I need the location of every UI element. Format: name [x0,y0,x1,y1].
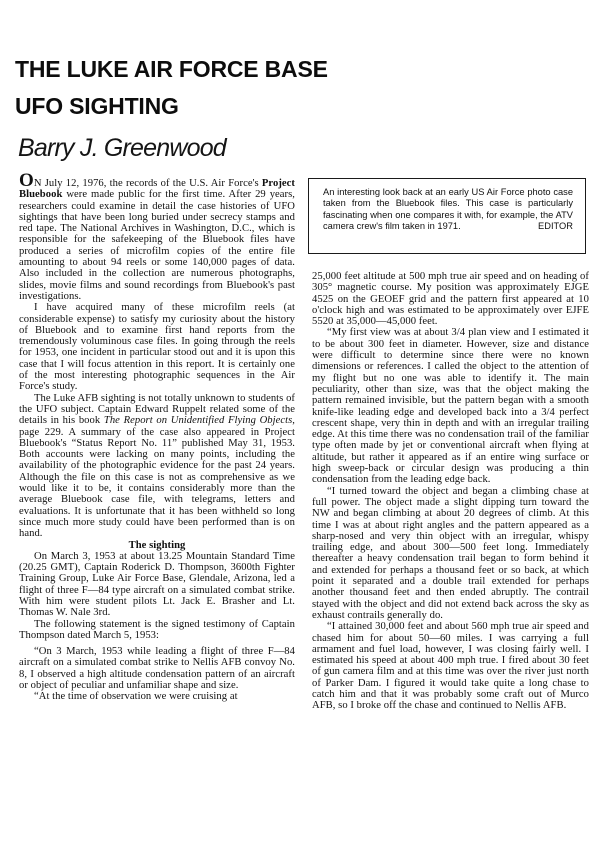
book-title-italic: The Report on Unidentified Flying Objects [103,415,293,427]
testimony-paragraph: “At the time of observation we were cruising at [34,691,238,703]
article-title [15,51,575,125]
title-line-2: UFO SIGHTING [15,93,179,119]
drop-cap: O [19,170,34,191]
testimony-paragraph: “On 3 March, 1953 while leading a flight of three F—84 aircraft on a simulated combat strike to Nellis AFB convoy No. 8, I observed a high altitude condensation pattern of an aircraft or object of peculiar and unfamiliar shape and size. [19,646,295,692]
editor-signature: EDITOR [538,220,573,231]
paragraph: The following statement is the signed testimony of Captain Thompson dated March 5, 1953: [19,618,295,641]
testimony-paragraph: “My first view was at about 3/4 plan view and I estimated it to be about 300 feet in diameter. However, size and distance were difficult to determine since there were no known dimensions or references. I called the object to the attention of my flight but no one was able to identify it. The main peculiarity, other than size, was that the object making the pattern remained invisible, but the pattern began with a smooth knife-like leading edge and developed back into a 3/4 perfect crescent shape, very thin in depth and with an irregular trailing edge. At this time there was no condensation trail of the familiar type often made by jet or conventional aircraft when flying at altitude, but rather it appeared as if an entire wing surface or high sweep-back or circular design was producing a thin condensation from the leading edge back. [312,327,589,486]
testimony-paragraph: 25,000 feet altitude at 500 mph true air speed and on heading of 305° magnetic course. My position was approximately EJGE 4525 on the GEOEF grid and the pattern first appeared at 10 o'clock high and was estimated to be approximately over EJFE 5520 at 35,000—45,000 feet. [312,271,589,328]
right-column [312,271,589,712]
editor-note-box [308,178,586,254]
paragraph-lead: The Luke AFB sighting is not totally unknown to students of the UFO subject. Captain Edward Ruppelt related some of the details in his book [19,392,295,427]
editor-note-text: An interesting look back at an early US Air Force photo case taken from the Bluebook files. This case is particularly fascinating when one compares it with, for example, the ATV camera crew's film taken in 1971. [323,187,573,231]
paragraph [19,393,295,540]
intro-paragraph [19,170,295,302]
project-bluebook-bold: Project Bluebook [19,178,295,201]
intro-rest: were made public for the first time. After 29 years, researchers could examine in detail the case histories of UFO sightings that have been long buried under secrecy stamps and red tape. The National Archives in Washington, D.C., which is responsible for the safekeeping of the Bluebook files have produced a series of microfilm copies of the entire file amounting to about 94 reels or some 140,000 pages of data. Also included in the collection are numerous photographs, slides, movie films and sound recordings from Bluebook's past investigations. [19,189,295,302]
title-line-1: THE LUKE AIR FORCE BASE [15,56,328,82]
author-byline: Barry J. Greenwood [18,134,226,162]
paragraph: On March 3, 1953 at about 13.25 Mountain Standard Time (20.25 GMT), Captain Roderick D. Thompson, 3600th Fighter Training Group, Luke Air Force Base, Glendale, Arizona, led a flight of three F—84 type aircraft on a simulated combat strike. With him were student pilots Lt. Jack E. Brasher and Lt. Thomas W. Nale 3rd. [19,550,295,619]
testimony-paragraph: “I attained 30,000 feet and about 560 mph true air speed and chased him for about 50—60 miles. I was carrying a full armament and fuel load, however, I was closing fairly well. I estimated his speed at about 400 mph true. I fired about 30 feet of gun camera film and at this time was over the river just north of Parker Dam. I figured it would take quite a long chase to catch him and that it was probably some craft out of Murco AFB, so I broke off the chase and continued to Nellis AFB. [312,621,589,712]
paragraph: I have acquired many of these microfilm reels (at considerable expense) to satisfy my curiosity about the history of Bluebook and to examine first hand reports from the tremendously voluminous case files. In going through the reels for 1953, one incident in particular stood out and it is upon this case that I will focus attention in this report. It is certainly one of the most interesting photographic sequences in the Air Force's study. [19,302,295,393]
testimony-paragraph: “I turned toward the object and began a climbing chase at full power. The object made a slight dipping turn toward the NW and began climbing at about 20 degrees of climb. At this time I was at about right angles and the pattern appeared as a sharp-nosed and very thin object with an irregular, whispy trailing edge, and about 300—500 feet long. Immediately thereafter a heavy condensation trail began to form behind it and extended for perhaps a thousand feet or so back, at which point it separated and a double trail extended for perhaps another thousand feet and then ended abruptly. The contrail stayed with the object and did not extend back across the sky as exhaust contrails generally do. [312,485,589,621]
left-column [19,170,295,703]
intro-lead: N July 12, 1976, the records of the U.S. Air Force's [33,178,262,189]
paragraph-rest: , page 229. A summary of the case also appeared in Project Bluebook's “Status Report No. 11” published May 31, 1953. Both accounts were lacking on many points, including the availability of the photographic evidence for the past 24 years. Although the file on this case is not as comprehensive as we would like it to be, it contains considerably more than the average Bluebook case file, with telegrams, letters and evaluations. It is unfortunate that it has been withheld so long since much more study could have been performed than is on hand. [19,415,295,540]
section-heading-sighting: The sighting [128,539,186,551]
